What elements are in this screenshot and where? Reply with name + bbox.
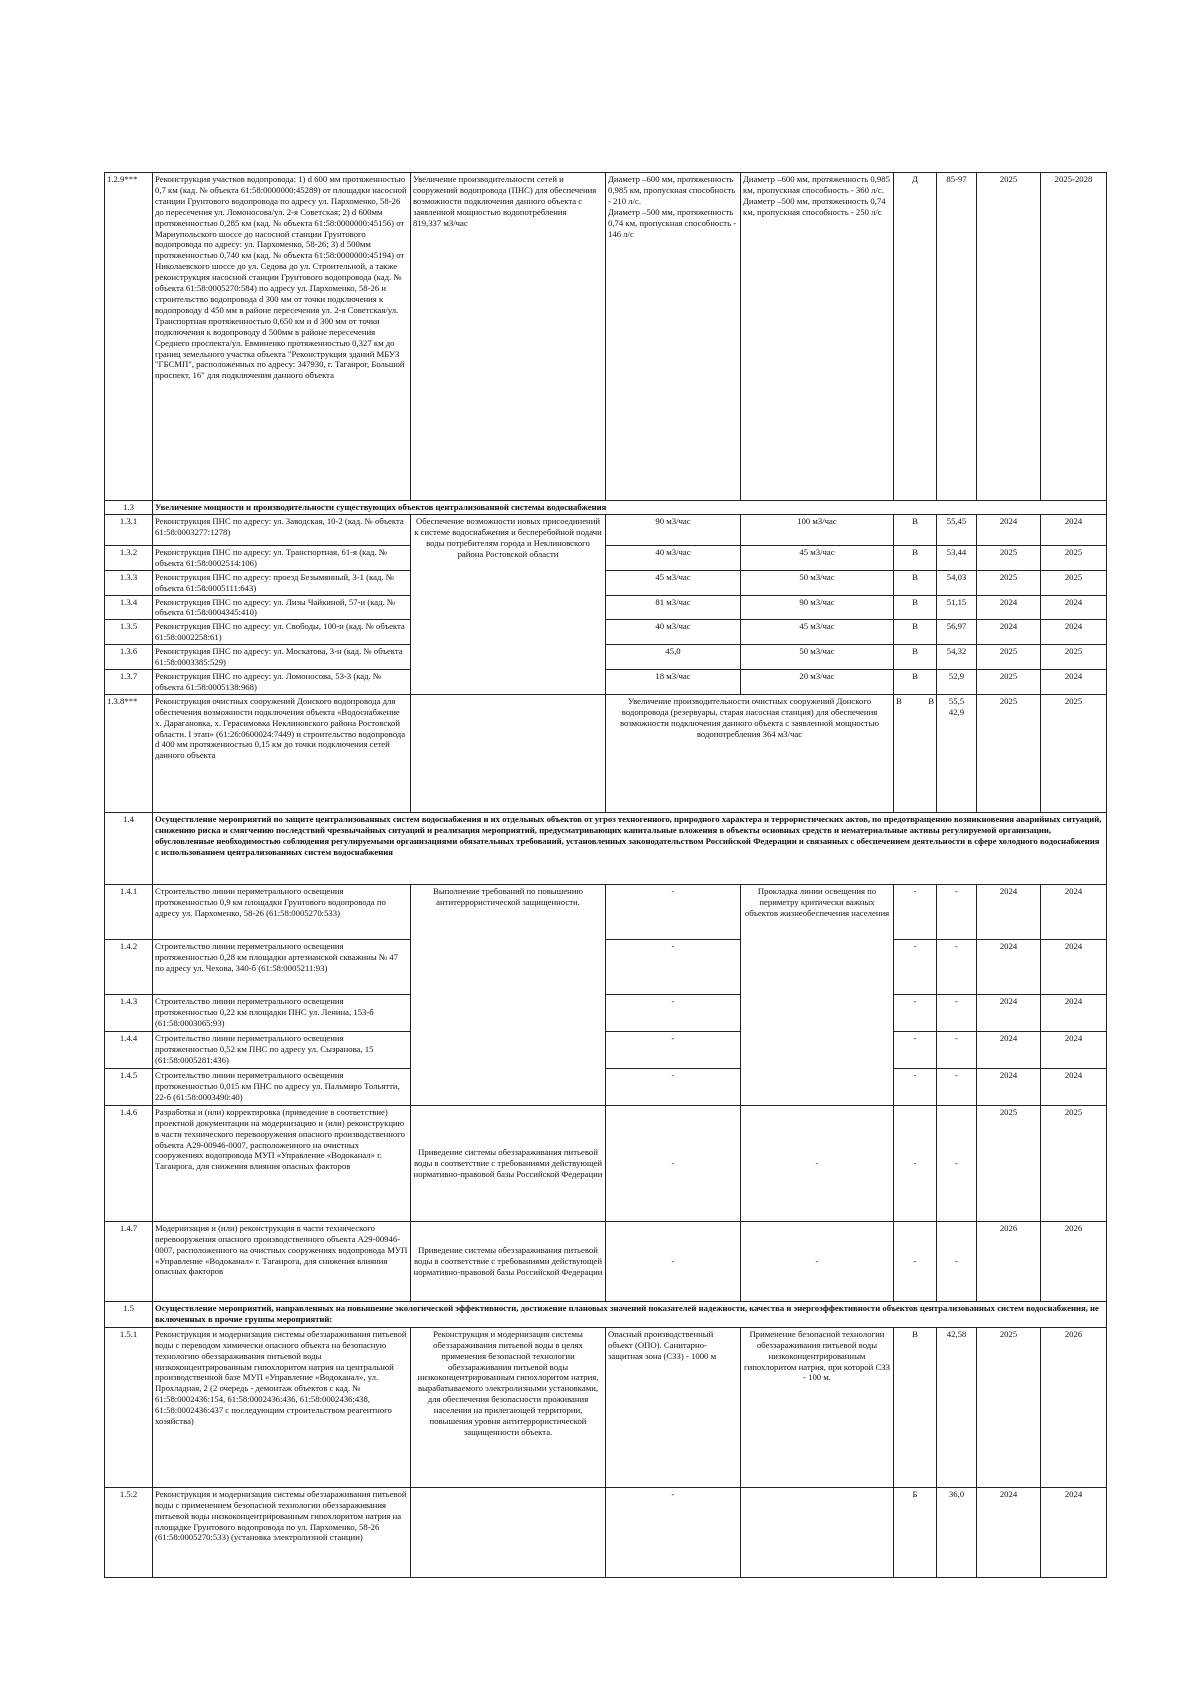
measure-description: Реконструкция ПНС по адресу: ул. Москатова, 3-н (кад. № объекта 61:58:0003385:529) <box>153 645 411 670</box>
row-number: 1.5.2 <box>105 1487 153 1577</box>
year-start: 2025 <box>977 669 1041 694</box>
row-number: 1.4.5 <box>105 1068 153 1105</box>
category: - <box>894 1105 937 1221</box>
value-before: - <box>606 1105 741 1221</box>
value-before: 40 м3/час <box>606 620 741 645</box>
year-start: 2024 <box>977 884 1041 939</box>
section-row <box>105 501 1107 515</box>
category: Б <box>894 1487 937 1577</box>
value-before: - <box>606 884 741 939</box>
category: - <box>894 939 937 994</box>
row-number: 1.3.7 <box>105 669 153 694</box>
category: В <box>894 645 937 670</box>
year-start: 2026 <box>977 1221 1041 1301</box>
value-after: 100 м3/час <box>741 514 894 545</box>
category: - <box>894 994 937 1031</box>
measure-description: Реконструкция ПНС по адресу: ул. Ломоносова, 53-3 (кад. № объекта 61:58:0005138:968) <box>153 669 411 694</box>
category-b: В <box>928 695 934 706</box>
table-row <box>105 595 1107 620</box>
measure-goal: Приведение системы обеззараживания питьевой воды в соответствие с требованиями действующей нормативно-правовой базы Российской Федерации <box>411 1105 606 1221</box>
measure-description: Строительство линии периметрального освещения протяженностью 0,9 км площадки Грунтового водопровода по адресу ул. Пархоменко, 58-26 (61:58:0005270:533) <box>153 884 411 939</box>
measure-description: Реконструкция очистных сооружений Донского водопровода для обеспечения возможности подключения объекта «Водоснабжение х. Дарагановка, х. Герасимовка Неклиновского района Ростовской области. I этап» (61:26:0600024:7449) и строительство водопровода d 400 мм протяженностью 0,15 км до точки подключения сетей данного объекта <box>153 694 411 812</box>
document-page <box>104 172 1106 1578</box>
value-before: 81 м3/час <box>606 595 741 620</box>
section-title: Осуществление мероприятий по защите централизованных систем водоснабжения и их отдельных объектов от угроз техногенного, природного характера и террористических актов, по предотвращению возникновения аварийных ситуаций, снижению риска и смягчению последствий чрезвычайных ситуаций и реализация мероприятий, предусматривающих капитальные вложения в объекты основных средств и нематериальные активы регулируемой организации, обусловленные необходимостью соблюдения регулируемыми организациями обязательных требований, установленных законодательством Российской Федерации и связанных с обеспечением деятельности в сфере холодного водоснабжения с использованием централизованных систем водоснабжения <box>153 812 1107 884</box>
section-row <box>105 1301 1107 1327</box>
value-before: Опасный производственный объект (ОПО). Санитарно-защитная зона (СЗЗ) - 1000 м <box>606 1327 741 1487</box>
year-end: 2024 <box>1041 620 1107 645</box>
table-row <box>105 1487 1107 1577</box>
cost: - <box>937 884 977 939</box>
measure-goal <box>411 1487 606 1577</box>
cost: - <box>937 1221 977 1301</box>
table-row <box>105 694 1107 812</box>
row-number: 1.4.4 <box>105 1031 153 1068</box>
category: В <box>894 545 937 570</box>
section-title: Увеличение мощности и производительности существующих объектов централизованной системы водоснабжения <box>153 501 1107 515</box>
cost: 53,44 <box>937 545 977 570</box>
measure-goal: Увеличение производительности сетей и сооружений водопровода (ПНС) для обеспечения возможности подключения данного объекта с заявленной мощностью водопотребления 819,337 м3/час <box>411 173 606 501</box>
cost: 36,0 <box>937 1487 977 1577</box>
row-number: 1.3.1 <box>105 514 153 545</box>
value-after: - <box>741 1221 894 1301</box>
category: В <box>894 514 937 545</box>
measure-description: Строительство линии периметрального освещения протяженностью 0,22 км площадки ПНС ул. Ленина, 153-б (61:58:0003065:93) <box>153 994 411 1031</box>
cost: 85-97 <box>937 173 977 501</box>
category-a: В <box>896 695 902 706</box>
measure-goal: Выполнение требований по повышению антитеррористической защищенности. <box>411 884 606 1105</box>
year-start: 2025 <box>977 545 1041 570</box>
table-row <box>105 620 1107 645</box>
value-after: 45 м3/час <box>741 620 894 645</box>
measure-description: Строительство линии периметрального освещения протяженностью 0,52 км ПНС по адресу ул. Сызранова, 15 (61:58:0005281:436) <box>153 1031 411 1068</box>
measure-goal: Обеспечение возможности новых присоединений к системе водоснабжения и бесперебойной подачи воды потребителям города и Неклиновского района Ростовской области <box>411 514 606 694</box>
cost: 55,5 42,9 <box>937 694 977 812</box>
year-end: 2024 <box>1041 595 1107 620</box>
measure-description: Модернизация и (или) реконструкция в части технического перевооружения опасного производственного объекта А29-00946-0007, расположенного на очистных сооружениях водопровода МУП «Управление «Водоканал» г. Таганрога, для снижения влияния опасных факторов <box>153 1221 411 1301</box>
year-end: 2025-2028 <box>1041 173 1107 501</box>
year-start: 2024 <box>977 994 1041 1031</box>
cost: 54,03 <box>937 570 977 595</box>
row-number: 1.2.9*** <box>105 173 153 501</box>
value-before: 90 м3/час <box>606 514 741 545</box>
year-start: 2024 <box>977 620 1041 645</box>
row-number: 1.4.1 <box>105 884 153 939</box>
value-before: 18 м3/час <box>606 669 741 694</box>
table-row <box>105 1221 1107 1301</box>
year-end: 2025 <box>1041 694 1107 812</box>
value-before: - <box>606 1031 741 1068</box>
year-end: 2025 <box>1041 545 1107 570</box>
measure-description: Реконструкция ПНС по адресу: ул. Заводская, 10-2 (кад. № объекта 61:58:0003277:1278) <box>153 514 411 545</box>
cost: - <box>937 994 977 1031</box>
value-before: - <box>606 939 741 994</box>
measure-goal: Приведение системы обеззараживания питьевой воды в соответствие с требованиями действующей нормативно-правовой базы Российской Федерации <box>411 1221 606 1301</box>
measure-description: Строительство линии периметрального освещения протяженностью 0,28 км площадки артезианской скважины № 47 по адресу ул. Чехова, 340-б (61:58:0005211:93) <box>153 939 411 994</box>
measure-description: Реконструкция ПНС по адресу: ул. Транспортная, 61-я (кад. № объекта 61:58:0002514:106) <box>153 545 411 570</box>
year-end: 2025 <box>1041 1105 1107 1221</box>
year-end: 2024 <box>1041 1031 1107 1068</box>
table-row <box>105 1031 1107 1068</box>
year-end: 2024 <box>1041 1068 1107 1105</box>
table-row <box>105 669 1107 694</box>
value-before: 40 м3/час <box>606 545 741 570</box>
section-number: 1.3 <box>105 501 153 515</box>
year-end: 2024 <box>1041 514 1107 545</box>
table-row <box>105 645 1107 670</box>
measure-goal: Реконструкция и модернизация системы обеззараживания питьевой воды в целях применения безопасной технологии обеззараживания питьевой воды низкоконцентрированным гипохлоритом натрия, вырабатываемого электролизными установками, для обеспечения безопасности проживания населения на прилегающей территории, повышения уровня антитеррористической защищенности объекта. <box>411 1327 606 1487</box>
category: В <box>894 620 937 645</box>
category: В <box>894 1327 937 1487</box>
year-start: 2024 <box>977 1487 1041 1577</box>
row-number: 1.3.2 <box>105 545 153 570</box>
cost: 54,32 <box>937 645 977 670</box>
cost: - <box>937 1105 977 1221</box>
category: - <box>894 1068 937 1105</box>
measure-description: Реконструкция ПНС по адресу: ул. Лизы Чайкиной, 57-и (кад. № объекта 61:58:0004345:410) <box>153 595 411 620</box>
year-end: 2025 <box>1041 645 1107 670</box>
category: - <box>894 1221 937 1301</box>
section-number: 1.4 <box>105 812 153 884</box>
year-start: 2025 <box>977 694 1041 812</box>
cost: - <box>937 1068 977 1105</box>
table-row <box>105 570 1107 595</box>
table-row <box>105 884 1107 939</box>
row-number: 1.3.3 <box>105 570 153 595</box>
category: В <box>894 595 937 620</box>
measure-description: Реконструкция и модернизация системы обеззараживания питьевой воды с переводом химически опасного объекта на безопасную технологию обеззараживания питьевой воды низкоконцентрированным гипохлоритом натрия на центральной производственной базе МУП «Управление «Водоканал», ул. Прохладная, 2 (2 очередь - демонтаж объектов с кад. № 61:58:0002436:154, 61:58:0002436:436, 61:58:0002436:438, 61:58:0002436:437 с последующим строительством реагентного хозяйства) <box>153 1327 411 1487</box>
value-after: Применение безопасной технологии обеззараживания питьевой воды низкоконцентрированным гипохлоритом натрия, при которой СЗЗ - 100 м. <box>741 1327 894 1487</box>
value-after: 45 м3/час <box>741 545 894 570</box>
row-number: 1.4.7 <box>105 1221 153 1301</box>
value-after <box>741 1487 894 1577</box>
year-end: 2024 <box>1041 939 1107 994</box>
row-number: 1.4.2 <box>105 939 153 994</box>
measure-description: Строительство линии периметрального освещения протяженностью 0,015 км ПНС по адресу ул. Пальмиро Тольятти, 22-б (61:58:0003490:40) <box>153 1068 411 1105</box>
value-before: - <box>606 1068 741 1105</box>
table-row <box>105 994 1107 1031</box>
value-after: 20 м3/час <box>741 669 894 694</box>
year-start: 2025 <box>977 570 1041 595</box>
cost: 56,97 <box>937 620 977 645</box>
category: Д <box>894 173 937 501</box>
measure-goal-merged: Увеличение производительности очистных сооружений Донского водопровода (резервуары, старая насосная станция) для обеспечения возможности подключения данного объекта с заявленной мощностью водопотребления 364 м3/час <box>606 694 894 812</box>
year-end: 2024 <box>1041 1487 1107 1577</box>
row-number: 1.3.6 <box>105 645 153 670</box>
section-number: 1.5 <box>105 1301 153 1327</box>
cost: 42,58 <box>937 1327 977 1487</box>
section-title: Осуществление мероприятий, направленных на повышение экологической эффективности, достижение плановых значений показателей надежности, качества и энергоэффективности объектов централизованных систем водоснабжения, не включенных в прочие группы мероприятий: <box>153 1301 1107 1327</box>
category <box>894 694 937 812</box>
table-row <box>105 1327 1107 1487</box>
section-row <box>105 812 1107 884</box>
measure-goal <box>411 694 606 812</box>
year-start: 2025 <box>977 1105 1041 1221</box>
value-after: - <box>741 1105 894 1221</box>
value-after: 50 м3/час <box>741 645 894 670</box>
year-start: 2024 <box>977 595 1041 620</box>
year-start: 2025 <box>977 173 1041 501</box>
row-number: 1.3.4 <box>105 595 153 620</box>
value-before: - <box>606 994 741 1031</box>
row-number: 1.3.5 <box>105 620 153 645</box>
measure-description: Реконструкция ПНС по адресу: проезд Безымянный, 3-1 (кад. № объекта 61:58:0005111:643) <box>153 570 411 595</box>
value-after: 50 м3/час <box>741 570 894 595</box>
row-number: 1.5.1 <box>105 1327 153 1487</box>
value-before: 45 м3/час <box>606 570 741 595</box>
year-start: 2024 <box>977 514 1041 545</box>
table-row <box>105 173 1107 501</box>
measures-table <box>104 172 1107 1578</box>
year-end: 2026 <box>1041 1327 1107 1487</box>
year-end: 2024 <box>1041 994 1107 1031</box>
cost: 55,45 <box>937 514 977 545</box>
table-row <box>105 1105 1107 1221</box>
category: - <box>894 1031 937 1068</box>
value-before: - <box>606 1221 741 1301</box>
row-number: 1.4.3 <box>105 994 153 1031</box>
cost: - <box>937 1031 977 1068</box>
measure-description: Разработка и (или) корректировка (приведение в соответствие) проектной документации на модернизацию и (или) реконструкцию в части технического перевооружения опасного производственного объекта А29-00946-0007, расположенного на очистных сооружениях водопровода МУП «Управление «Водоканал» г. Таганрога, для снижения влияния опасных факторов <box>153 1105 411 1221</box>
year-start: 2024 <box>977 939 1041 994</box>
year-start: 2024 <box>977 1068 1041 1105</box>
value-before: 45,0 <box>606 645 741 670</box>
value-before: - <box>606 1487 741 1577</box>
year-end: 2026 <box>1041 1221 1107 1301</box>
year-start: 2024 <box>977 1031 1041 1068</box>
table-row <box>105 939 1107 994</box>
value-before: Диаметр –600 мм, протяженность 0,985 км, пропускная способность - 210 л/с. Диаметр –500 мм, протяженность 0,74 км, пропускная способность - 146 л/с <box>606 173 741 501</box>
cost: 52,9 <box>937 669 977 694</box>
table-row <box>105 514 1107 545</box>
value-after: 90 м3/час <box>741 595 894 620</box>
cost: 51,15 <box>937 595 977 620</box>
measure-description: Реконструкция ПНС по адресу: ул. Свободы, 100-н (кад. № объекта 61:58:0002258:61) <box>153 620 411 645</box>
category: В <box>894 570 937 595</box>
year-end: 2024 <box>1041 884 1107 939</box>
measure-description: Реконструкция участков водопровода: 1) d 600 мм протяженностью 0,7 км (кад. № объекта 61:58:0000000:45289) от площадки насосной станции Грунтового водопровода по адресу ул. Пархоменко, 58-26 до пересечения ул. Ломоносова/ул. 2-я Советская; 2) d 600мм протяженностью 0,285 км (кад. № объекта 61:58:0000000:45156) от Мариупольского шоссе до насосной станции Грунтового водопровода по адресу: ул. Пархоменко, 58-26; 3) d 500мм протяженностью 0,740 км (кад. № объекта 61:58:0000000:45194) от Николаевского шоссе до ул. Седова до ул. Строительной, а также реконструкция насосной станции Грунтового водопровода (кад. № объекта 61:58:0005270:584) по адресу ул. Пархоменко, 58-26 и строительство водопровода d 300 мм от точки подключения к водопроводу d 450 мм в районе пересечения ул. 2-я Советская/ул. Транспортная протяженностью 0,650 км и d 300 мм от точки подключения к водопроводу d 500мм в районе пересечения Среднего проспекта/ул. Евминенко протяженностью 0,327 км до границ земельного участка объекта "Реконструкция зданий МБУЗ "ГБСМП", расположенных по адресу: 347930, г. Таганрог, Большой проспект, 16" для подключения данного объекта <box>153 173 411 501</box>
year-end: 2024 <box>1041 669 1107 694</box>
value-after: Диаметр –600 мм, протяженность 0,985 км, пропускная способность - 360 л/с. Диаметр –500 мм, протяженность 0,74 км, пропускная способность - 250 л/с <box>741 173 894 501</box>
value-after: Прокладка линии освещения по периметру критически важных объектов жизнеобеспечения населения <box>741 884 894 1105</box>
cost: - <box>937 939 977 994</box>
measure-description: Реконструкция и модернизация системы обеззараживания питьевой воды с применением безопасной технологии обеззараживания питьевой воды низкоконцентрированным гипохлоритом натрия на площадке Грунтового водопровода по ул. Пархоменко, 58-26 (61:58:0005270:533) (установка электролизной станции) <box>153 1487 411 1577</box>
table-row <box>105 545 1107 570</box>
row-number: 1.4.6 <box>105 1105 153 1221</box>
category: - <box>894 884 937 939</box>
row-number: 1.3.8*** <box>105 694 153 812</box>
table-row <box>105 1068 1107 1105</box>
year-start: 2025 <box>977 1327 1041 1487</box>
year-start: 2025 <box>977 645 1041 670</box>
category: В <box>894 669 937 694</box>
year-end: 2025 <box>1041 570 1107 595</box>
